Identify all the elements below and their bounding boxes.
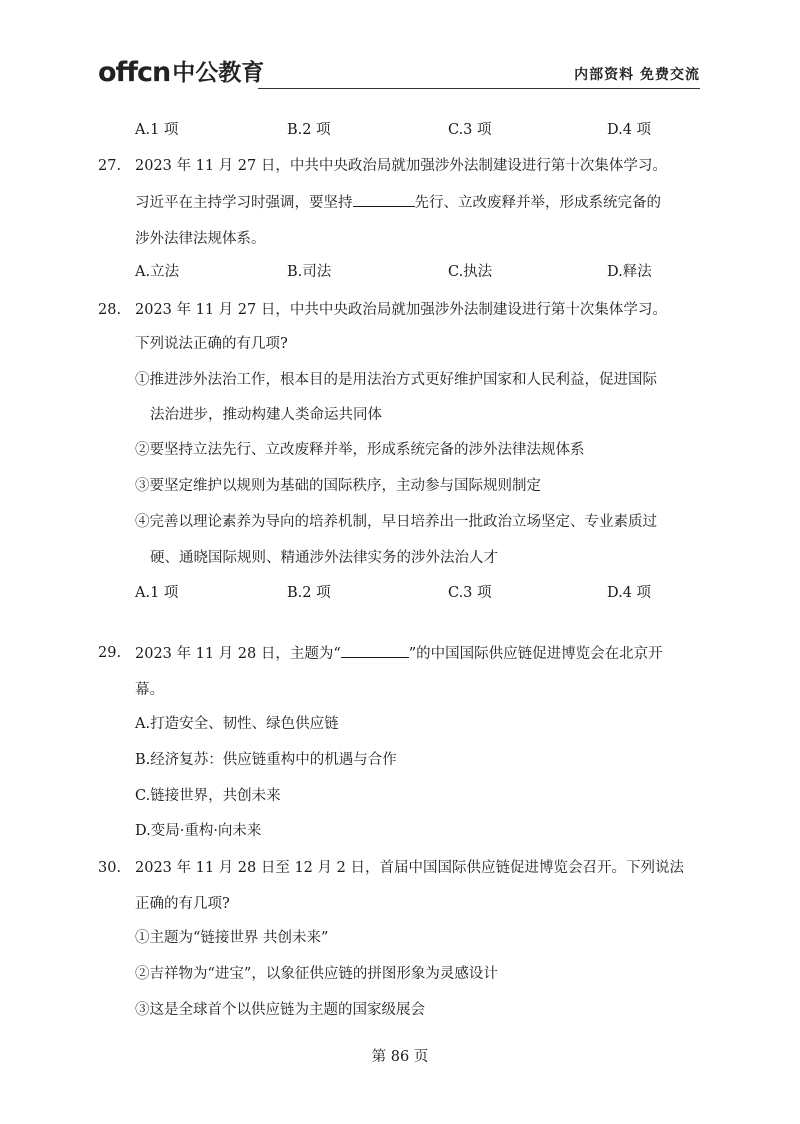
page-header xyxy=(98,58,700,92)
question-30-number: 30. xyxy=(98,860,122,876)
question-28-line-1: 2023 年 11 月 27 日，中共中央政治局就加强涉外法制建设进行第十次集体学习。 xyxy=(135,302,667,318)
q27-option-b: B.司法 xyxy=(287,264,332,280)
q27-option-a: A.立法 xyxy=(135,264,180,280)
question-28-line-2: 下列说法正确的有几项? xyxy=(135,336,288,352)
question-30-line-2: 正确的有几项? xyxy=(135,896,230,912)
header-tag: 内部资料 免费交流 xyxy=(574,67,700,83)
q29-option-d: D.变局·重构·向未来 xyxy=(135,823,262,839)
question-27-line-3: 涉外法律法规体系。 xyxy=(135,231,266,247)
q30-statement-1: ①主题为“链接世界 共创未来” xyxy=(135,930,329,946)
q27-option-d: D.释法 xyxy=(607,264,652,280)
prev-option-a: A.1 项 xyxy=(135,122,179,138)
q28-statement-1b: 法治进步，推动构建人类命运共同体 xyxy=(150,407,382,423)
question-29-line-1: 2023 年 11 月 28 日，主题为“ ”的中国国际供应链促进博览会在北京开 xyxy=(135,643,663,664)
q28-option-a: A.1 项 xyxy=(135,585,179,601)
q27-option-c: C.执法 xyxy=(448,264,493,280)
q29-option-a: A.打造安全、韧性、绿色供应链 xyxy=(135,716,339,732)
logo-text-zh: 中公教育 xyxy=(172,60,265,86)
header-rule xyxy=(258,88,700,89)
question-27-number: 27. xyxy=(98,158,122,174)
question-27-line-1: 2023 年 11 月 27 日，中共中央政治局就加强涉外法制建设进行第十次集体学习。 xyxy=(135,158,667,174)
question-29-number: 29. xyxy=(98,645,122,661)
prev-option-d: D.4 项 xyxy=(607,122,652,138)
page-number: 第 86 页 xyxy=(371,1049,429,1065)
q28-option-c: C.3 项 xyxy=(448,585,492,601)
question-27-line-2: 习近平在主持学习时强调，要坚持 先行、立改废释并举，形成系统完备的 xyxy=(135,192,661,213)
q30-statement-3: ③这是全球首个以供应链为主题的国家级展会 xyxy=(135,1002,425,1018)
question-30-line-1: 2023 年 11 月 28 日至 12 月 2 日，首届中国国际供应链促进博览会召开。下列说法 xyxy=(135,860,684,876)
q29-option-b: B.经济复苏：供应链重构中的机遇与合作 xyxy=(135,752,397,768)
question-28-number: 28. xyxy=(98,302,122,318)
answer-blank xyxy=(341,643,409,658)
prev-option-b: B.2 项 xyxy=(287,122,331,138)
prev-option-c: C.3 项 xyxy=(448,122,492,138)
q28-statement-2: ②要坚持立法先行、立改废释并举，形成系统完备的涉外法律法规体系 xyxy=(135,442,585,458)
question-29-line-2: 幕。 xyxy=(135,682,164,698)
answer-blank xyxy=(353,192,415,207)
q28-statement-3: ③要坚定维护以规则为基础的国际秩序，主动参与国际规则制定 xyxy=(135,478,541,494)
q28-statement-1a: ①推进涉外法治工作，根本目的是用法治方式更好维护国家和人民利益，促进国际 xyxy=(135,372,657,388)
q30-statement-2: ②吉祥物为“进宝”，以象征供应链的拼图形象为灵感设计 xyxy=(135,966,498,982)
q28-option-b: B.2 项 xyxy=(287,585,331,601)
q28-statement-4b: 硬、通晓国际规则、精通涉外法律实务的涉外法治人才 xyxy=(150,550,498,566)
q29-option-c: C.链接世界，共创未来 xyxy=(135,788,281,804)
q28-statement-4a: ④完善以理论素养为导向的培养机制，早日培养出一批政治立场坚定、专业素质过 xyxy=(135,514,657,530)
offcn-logo xyxy=(98,58,264,88)
q28-option-d: D.4 项 xyxy=(607,585,652,601)
logo-text-en: offcn xyxy=(98,57,171,88)
